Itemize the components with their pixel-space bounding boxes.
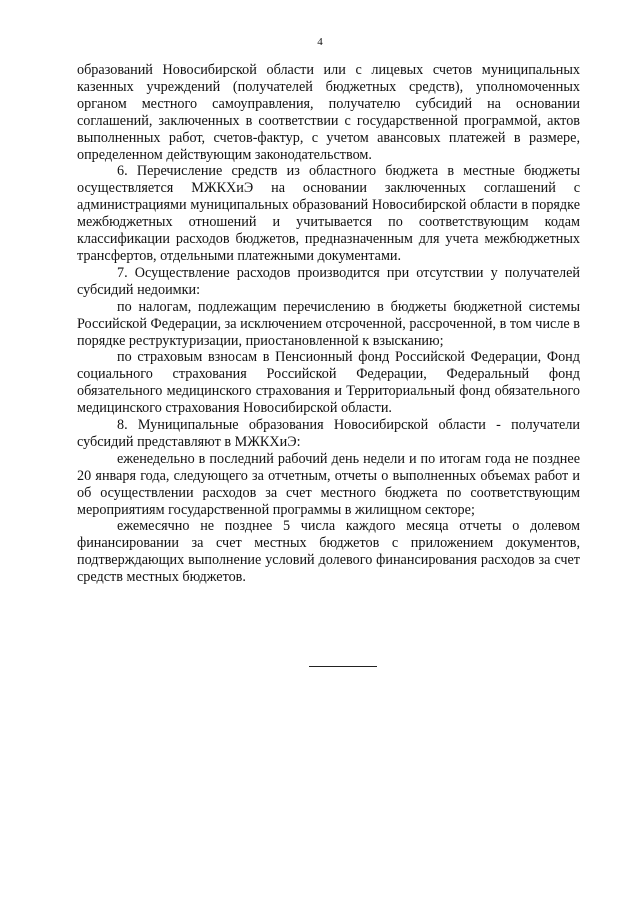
- document-body: [77, 62, 580, 586]
- paragraph-continuation: образований Новосибирской области или с лицевых счетов муниципальных казенных учреждений (получателей бюджетных средств), уполномоченных органом местного самоуправления, получателю субсидий на основании соглашений, заключенных в соответствии с государственной программой, актов выполненных работ, счетов-фактур, с учетом авансовых платежей в размере, определенном действующим законодательством.: [77, 62, 580, 163]
- end-divider-line: [309, 666, 377, 667]
- paragraph-item-8: 8. Муниципальные образования Новосибирской области - получатели субсидий представляют в МЖКХиЭ:: [77, 417, 580, 450]
- paragraph-weekly-reports: еженедельно в последний рабочий день недели и по итогам года не позднее 20 января года, следующего за отчетным, отчеты о выполненных объемах работ и об осуществлении расходов за счет местного бюджета по соответствующим мероприятиям государственной программы в жилищном секторе;: [77, 450, 580, 518]
- paragraph-taxes: по налогам, подлежащим перечислению в бюджеты бюджетной системы Российской Федерации, за исключением отсроченной, рассроченной, в том числе в порядке реструктуризации, приостановленной к взысканию;: [77, 298, 580, 349]
- paragraph-monthly-reports: ежемесячно не позднее 5 числа каждого месяца отчеты о долевом финансировании за счет местных бюджетов с приложением документов, подтверждающих выполнение условий долевого финансирования расходов за счет средств местных бюджетов.: [77, 518, 580, 586]
- paragraph-item-7: 7. Осуществление расходов производится при отсутствии у получателей субсидий недоимки:: [77, 264, 580, 298]
- paragraph-insurance: по страховым взносам в Пенсионный фонд Российской Федерации, Фонд социального страхования Российской Федерации, Федеральный фонд обязательного медицинского страхования и Территориальный фонд обязательного медицинского страхования Новосибирской области.: [77, 349, 580, 417]
- paragraph-item-6: 6. Перечисление средств из областного бюджета в местные бюджеты осуществляется МЖКХиЭ на основании заключенных соглашений с администрациями муниципальных образований Новосибирской области в порядке межбюджетных отношений и учитывается по соответствующим кодам классификации расходов бюджетов, предназначенным для учета межбюджетных трансфертов, отдельными платежными документами.: [77, 163, 580, 264]
- page-number: 4: [317, 36, 323, 48]
